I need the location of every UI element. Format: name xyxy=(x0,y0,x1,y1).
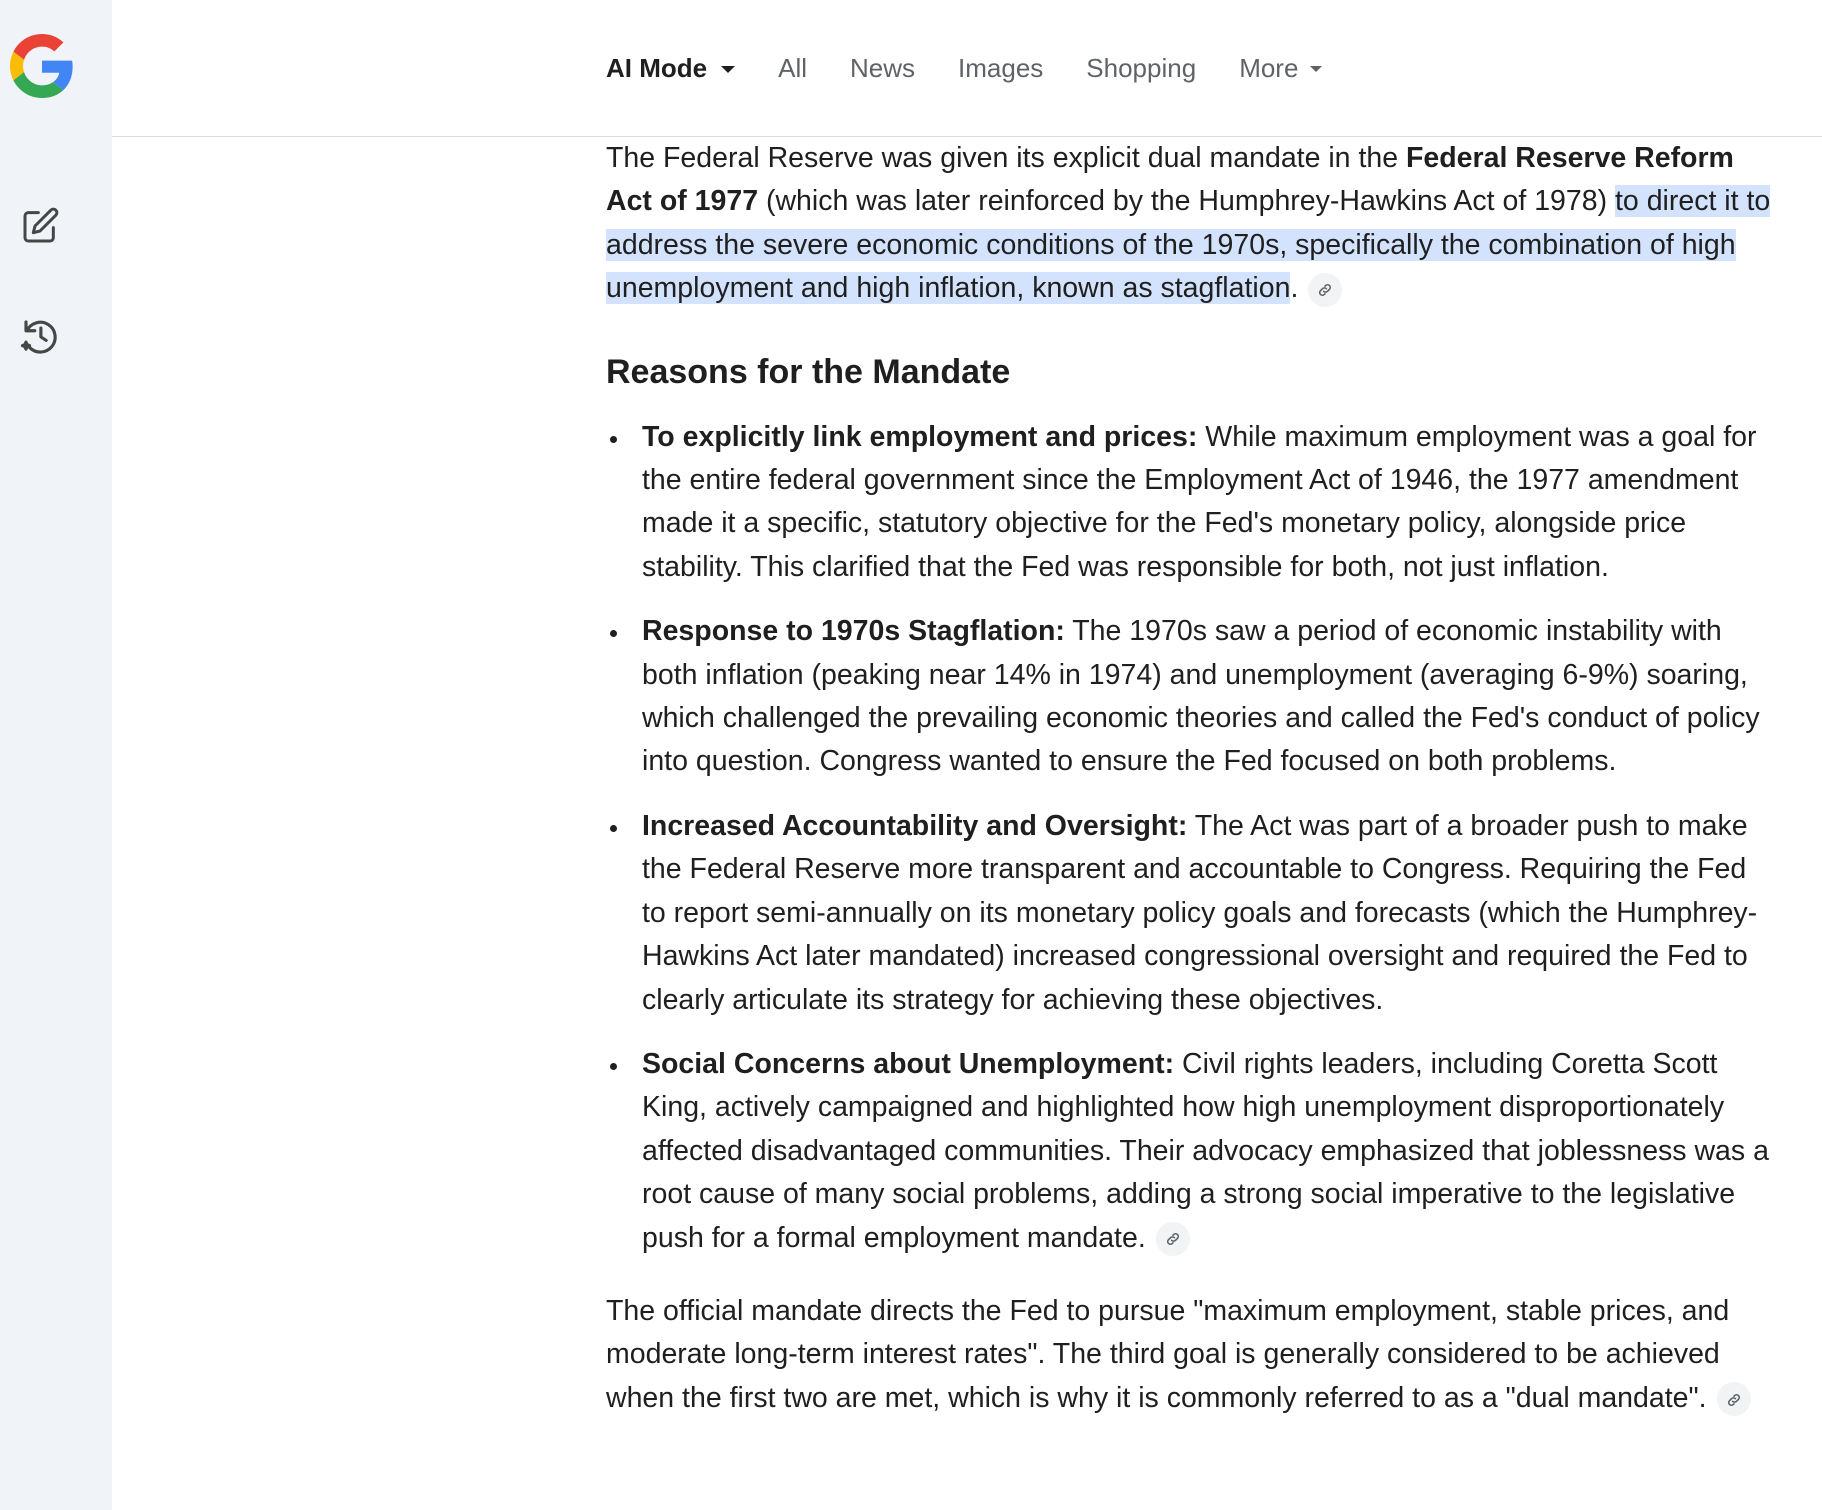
tab-more-label: More xyxy=(1239,52,1299,83)
list-item-title: Social Concerns about Unemployment: xyxy=(642,1047,1175,1080)
intro-text: The Federal Reserve was given its explicit dual mandate in the xyxy=(606,142,1406,174)
link-icon xyxy=(1317,268,1333,311)
list-item-text: The 1970s saw a period of economic instability with both inflation (peaking near 14% in 1974) and unemployment (averaging 6-9%) soaring, which challenged the prevailing economic theories and called the Fed's conduct of policy into question. Congress wanted to ensure the Fed focused on both problems. xyxy=(642,615,1760,778)
list-item xyxy=(606,1043,1776,1260)
tab-shopping-label: Shopping xyxy=(1086,52,1197,83)
sidebar xyxy=(0,0,112,1510)
google-g-icon[interactable] xyxy=(10,34,74,98)
tab-shopping[interactable] xyxy=(1086,53,1196,84)
list-item-text: The Act was part of a broader push to make the Federal Reserve more transparent and accountable to Congress. Requiring the Fed to report semi-annually on its monetary policy goals and forecasts (which the Humphrey-Hawkins Act later mandated) increased congressional oversight and required the Fed to clearly articulate its strategy for achieving these objectives. xyxy=(642,809,1758,1016)
list-item-title: Response to 1970s Stagflation: xyxy=(642,615,1065,648)
ai-response xyxy=(606,137,1776,1420)
list-item-title: To explicitly link employment and prices: xyxy=(642,420,1198,453)
top-navigation-bar xyxy=(112,0,1822,137)
tab-all-label: All xyxy=(778,52,808,83)
section-heading: Reasons for the Mandate xyxy=(606,352,1011,391)
list-item-text: While maximum employment was a goal for the entire federal government since the Employment Act of 1946, the 1977 amendment made it a specific, statutory objective for the Fed's monetary policy, alongside price stability. This clarified that the Fed was responsible for both, not just inflation. xyxy=(642,420,1757,583)
list-item xyxy=(606,805,1776,1022)
history-button[interactable] xyxy=(16,314,64,362)
source-link-button[interactable] xyxy=(1308,273,1342,307)
chevron-down-icon xyxy=(1310,66,1322,72)
tab-news[interactable] xyxy=(850,53,915,84)
chevron-down-icon xyxy=(721,66,735,73)
list-item xyxy=(606,610,1776,784)
tab-ai-mode[interactable] xyxy=(606,53,735,84)
list-item xyxy=(606,416,1776,590)
tab-news-label: News xyxy=(850,52,916,83)
history-icon xyxy=(19,315,61,362)
act-name: Federal Reserve Reform Act of 1977 xyxy=(606,142,1734,218)
highlighted-citation-text[interactable]: to direct it to address the severe economic conditions of the 1970s, specifically the combination of high unemployment and high inflation, known as stagflation xyxy=(606,185,1771,305)
source-link-button[interactable] xyxy=(1717,1382,1751,1416)
tab-images-label: Images xyxy=(958,52,1044,83)
reasons-list xyxy=(606,416,1776,1260)
list-item-text: Civil rights leaders, including Coretta Scott King, actively campaigned and highlighted how high unemployment disproportionately affected disadvantaged communities. Their advocacy emphasized that joblessness was a root cause of many social problems, adding a strong social imperative to the legislative push for a formal employment mandate. xyxy=(642,1047,1769,1254)
tab-all[interactable] xyxy=(778,53,807,84)
source-link-button[interactable] xyxy=(1156,1222,1190,1256)
list-item-title: Increased Accountability and Oversight: xyxy=(642,809,1188,842)
link-icon xyxy=(1165,1217,1181,1260)
tab-ai-mode-label: AI Mode xyxy=(606,52,708,83)
search-tabs xyxy=(606,46,1365,90)
link-icon xyxy=(1726,1378,1742,1421)
new-chat-button[interactable] xyxy=(16,204,64,252)
intro-paragraph xyxy=(606,137,1776,311)
edit-icon xyxy=(20,206,60,251)
intro-text: (which was later reinforced by the Humphrey-Hawkins Act of 1978) xyxy=(758,185,1616,218)
tab-images[interactable] xyxy=(958,53,1043,84)
intro-text: . xyxy=(1290,272,1299,305)
tab-more[interactable] xyxy=(1239,53,1322,84)
closing-paragraph xyxy=(606,1290,1776,1420)
closing-text: The official mandate directs the Fed to pursue "maximum employment, stable prices, and moderate long-term interest rates". The third goal is generally considered to be achieved when the first two are met, which is why it is commonly referred to as a "dual mandate". xyxy=(606,1294,1730,1414)
